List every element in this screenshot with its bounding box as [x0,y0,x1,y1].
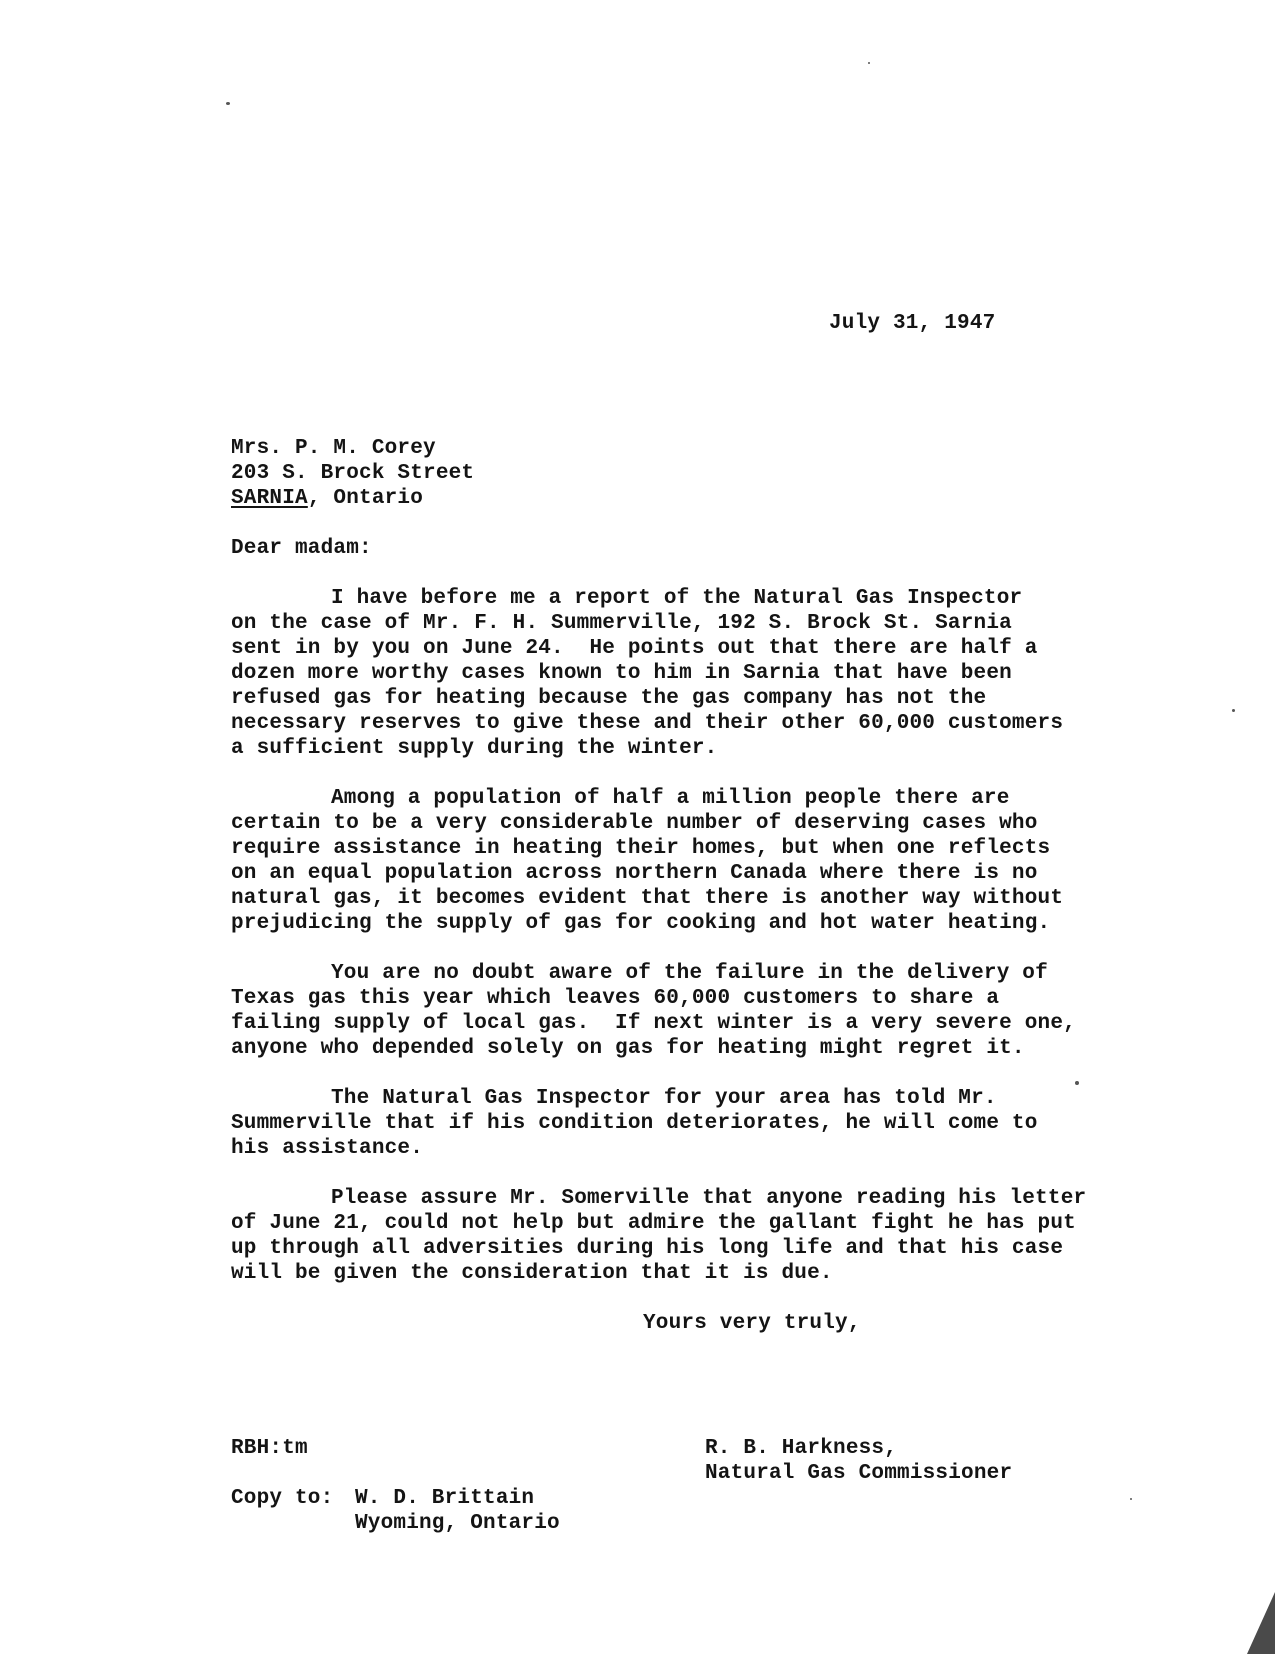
paragraph-line: failing supply of local gas. If next winter is a very severe one, [231,1012,1076,1035]
paragraph-line: Among a population of half a million people there are [331,787,1010,810]
paragraph-line: will be given the consideration that it is due. [231,1262,833,1285]
body-paragraph-1 [231,586,1064,761]
recipient-street: 203 S. Brock Street [231,462,475,485]
recipient-city: SARNIA [231,487,308,510]
typist-initials: RBH:tm [231,1437,308,1460]
paragraph-line: necessary reserves to give these and their other 60,000 customers [231,712,1064,735]
paragraph-line: Summerville that if his condition deteriorates, he will come to [231,1112,1038,1135]
recipient-name: Mrs. P. M. Corey [231,437,436,460]
recipient-province: , Ontario [307,487,424,510]
body-paragraph-4 [231,1086,1061,1161]
paragraph-line: a sufficient supply during the winter. [231,737,718,760]
paragraph-line: up through all adversities during his long life and that his case [231,1237,1064,1260]
scan-speck [1075,1081,1079,1085]
paragraph-line: natural gas, it becomes evident that there is another way without [231,887,1064,910]
page-corner-mark [1205,1584,1275,1654]
paragraph-line: Please assure Mr. Somerville that anyone reading his letter [331,1187,1087,1210]
paragraph-line: anyone who depended solely on gas for heating might regret it. [231,1037,1025,1060]
signatory-name: R. B. Harkness, [705,1437,898,1460]
scan-speck [1232,709,1235,712]
paragraph-line: Texas gas this year which leaves 60,000 customers to share a [231,987,1000,1010]
paragraph-line: refused gas for heating because the gas company has not the [231,687,987,710]
scan-speck [1130,1498,1132,1500]
scan-speck [226,102,230,105]
paragraph-line: sent in by you on June 24. He points out that there are half a [231,637,1038,660]
paragraph-line: require assistance in heating their homes, but when one reflects [231,837,1051,860]
copy-name: W. D. Brittain [355,1487,535,1510]
paragraph-line: his assistance. [231,1137,424,1160]
paragraph-line: The Natural Gas Inspector for your area has told Mr. [331,1087,997,1110]
body-paragraph-2 [231,786,1064,936]
paragraph-line: on an equal population across northern Canada where there is no [231,862,1038,885]
closing: Yours very truly, [643,1312,861,1335]
copy-location: Wyoming, Ontario [355,1512,560,1535]
recipient-city-line [231,486,423,511]
body-paragraph-5 [231,1186,1087,1286]
paragraph-line: prejudicing the supply of gas for cooking and hot water heating. [231,912,1051,935]
paragraph-line: certain to be a very considerable number of deserving cases who [231,812,1038,835]
letter-date: July 31, 1947 [829,312,996,335]
scan-speck [868,62,870,64]
paragraph-line: dozen more worthy cases known to him in Sarnia that have been [231,662,1012,685]
copy-label: Copy to: [231,1487,334,1510]
paragraph-line: You are no doubt aware of the failure in the delivery of [331,962,1048,985]
paragraph-line: of June 21, could not help but admire the gallant fight he has put [231,1212,1076,1235]
body-paragraph-3 [231,961,1076,1061]
paragraph-line: on the case of Mr. F. H. Summerville, 192 S. Brock St. Sarnia [231,612,1012,635]
signatory-title: Natural Gas Commissioner [705,1462,1013,1485]
salutation: Dear madam: [231,537,372,560]
paragraph-line: I have before me a report of the Natural Gas Inspector [331,587,1023,610]
